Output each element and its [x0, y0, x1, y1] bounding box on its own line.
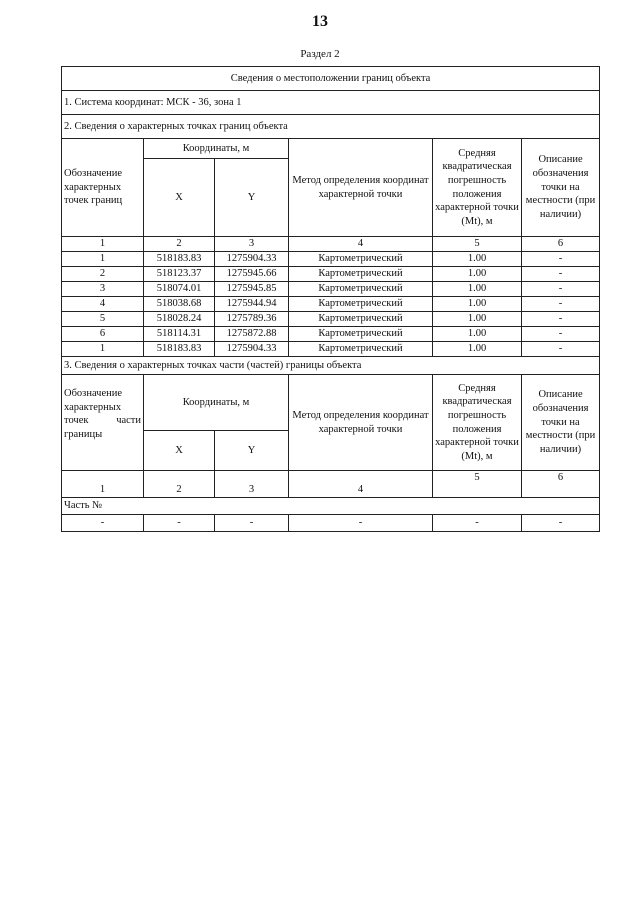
- cell-error: 1.00: [433, 282, 522, 297]
- s3-colnum: 2: [144, 471, 215, 498]
- cell-description: -: [522, 252, 600, 267]
- cell-error: 1.00: [433, 267, 522, 282]
- cell-method: Картометрический: [289, 252, 433, 267]
- s3-colnum: 4: [289, 471, 433, 498]
- s2-colnum: 6: [522, 237, 600, 252]
- table-row: [62, 327, 600, 342]
- s2-y-header: Y: [215, 159, 289, 237]
- cell-method: Картометрический: [289, 267, 433, 282]
- section2-title: 2. Сведения о характерных точках границ объекта: [62, 115, 600, 139]
- s2-error-header: Средняя квадратическая погрешность положения характерной точки (Mt), м: [433, 139, 522, 237]
- cell-point: 5: [62, 312, 144, 327]
- section-label: Раздел 2: [300, 48, 340, 60]
- cell-x: 518183.83: [144, 252, 215, 267]
- cell-point: 4: [62, 297, 144, 312]
- section3-title: 3. Сведения о характерных точках части (частей) границы объекта: [62, 357, 600, 375]
- part-number-label: Часть №: [62, 498, 600, 515]
- cell-method: Картометрический: [289, 327, 433, 342]
- cell-error: 1.00: [433, 342, 522, 357]
- s3-error-header: Средняя квадратическая погрешность положения характерной точки (Mt), м: [433, 375, 522, 471]
- cell-error: 1.00: [433, 297, 522, 312]
- s2-colnum: 1: [62, 237, 144, 252]
- s3-empty-cell: -: [144, 515, 215, 532]
- cell-description: -: [522, 282, 600, 297]
- s3-y-header: Y: [215, 431, 289, 471]
- s3-coordinates-header: Координаты, м: [144, 375, 289, 431]
- cell-x: 518038.68: [144, 297, 215, 312]
- cell-point: 2: [62, 267, 144, 282]
- s3-description-header: Описание обозначения точки на местности (при наличии): [522, 375, 600, 471]
- s3-empty-cell: -: [433, 515, 522, 532]
- cell-x: 518028.24: [144, 312, 215, 327]
- cell-method: Картометрический: [289, 297, 433, 312]
- cell-description: -: [522, 327, 600, 342]
- cell-point: 1: [62, 252, 144, 267]
- cell-y: 1275872.88: [215, 327, 289, 342]
- boundary-table: [61, 66, 600, 532]
- cell-error: 1.00: [433, 252, 522, 267]
- cell-point: 6: [62, 327, 144, 342]
- s2-description-header: Описание обозначения точки на местности (при наличии): [522, 139, 600, 237]
- s3-empty-cell: -: [522, 515, 600, 532]
- s2-x-header: X: [144, 159, 215, 237]
- s3-method-header: Метод определения координат характерной точки: [289, 375, 433, 471]
- s3-colnum: 1: [62, 471, 144, 498]
- cell-description: -: [522, 297, 600, 312]
- s2-colnum: 5: [433, 237, 522, 252]
- cell-method: Картометрический: [289, 282, 433, 297]
- cell-x: 518123.37: [144, 267, 215, 282]
- cell-y: 1275904.33: [215, 252, 289, 267]
- cell-description: -: [522, 267, 600, 282]
- s3-colnum: 5: [433, 471, 522, 498]
- s3-empty-cell: -: [62, 515, 144, 532]
- cell-method: Картометрический: [289, 342, 433, 357]
- cell-error: 1.00: [433, 327, 522, 342]
- s3-x-header: X: [144, 431, 215, 471]
- s3-designation-label: Обозначение характерных точек части границы: [64, 388, 141, 440]
- cell-x: 518183.83: [144, 342, 215, 357]
- table-row: [62, 297, 600, 312]
- cell-error: 1.00: [433, 312, 522, 327]
- cell-x: 518114.31: [144, 327, 215, 342]
- s2-designation-header: Обозначение характерных точек границ: [62, 139, 144, 237]
- cell-method: Картометрический: [289, 312, 433, 327]
- s3-empty-cell: -: [289, 515, 433, 532]
- cell-description: -: [522, 342, 600, 357]
- cell-point: 1: [62, 342, 144, 357]
- cell-y: 1275945.66: [215, 267, 289, 282]
- s2-method-header: Метод определения координат характерной точки: [289, 139, 433, 237]
- cell-y: 1275789.36: [215, 312, 289, 327]
- table-row: [62, 342, 600, 357]
- s2-colnum: 3: [215, 237, 289, 252]
- table-row: [62, 312, 600, 327]
- cell-y: 1275945.85: [215, 282, 289, 297]
- s3-colnum: 3: [215, 471, 289, 498]
- table-title: Сведения о местоположении границ объекта: [62, 67, 600, 91]
- cell-description: -: [522, 312, 600, 327]
- page-number: 13: [312, 13, 328, 30]
- s3-designation-header: [62, 375, 144, 471]
- s2-colnum: 2: [144, 237, 215, 252]
- table-row: [62, 252, 600, 267]
- cell-point: 3: [62, 282, 144, 297]
- cell-x: 518074.01: [144, 282, 215, 297]
- s2-colnum: 4: [289, 237, 433, 252]
- s3-colnum: 6: [522, 471, 600, 498]
- coordinate-system: 1. Система координат: МСК - 36, зона 1: [62, 91, 600, 115]
- table-row: [62, 267, 600, 282]
- s2-coordinates-header: Координаты, м: [144, 139, 289, 159]
- cell-y: 1275944.94: [215, 297, 289, 312]
- s3-empty-cell: -: [215, 515, 289, 532]
- table-row: [62, 282, 600, 297]
- cell-y: 1275904.33: [215, 342, 289, 357]
